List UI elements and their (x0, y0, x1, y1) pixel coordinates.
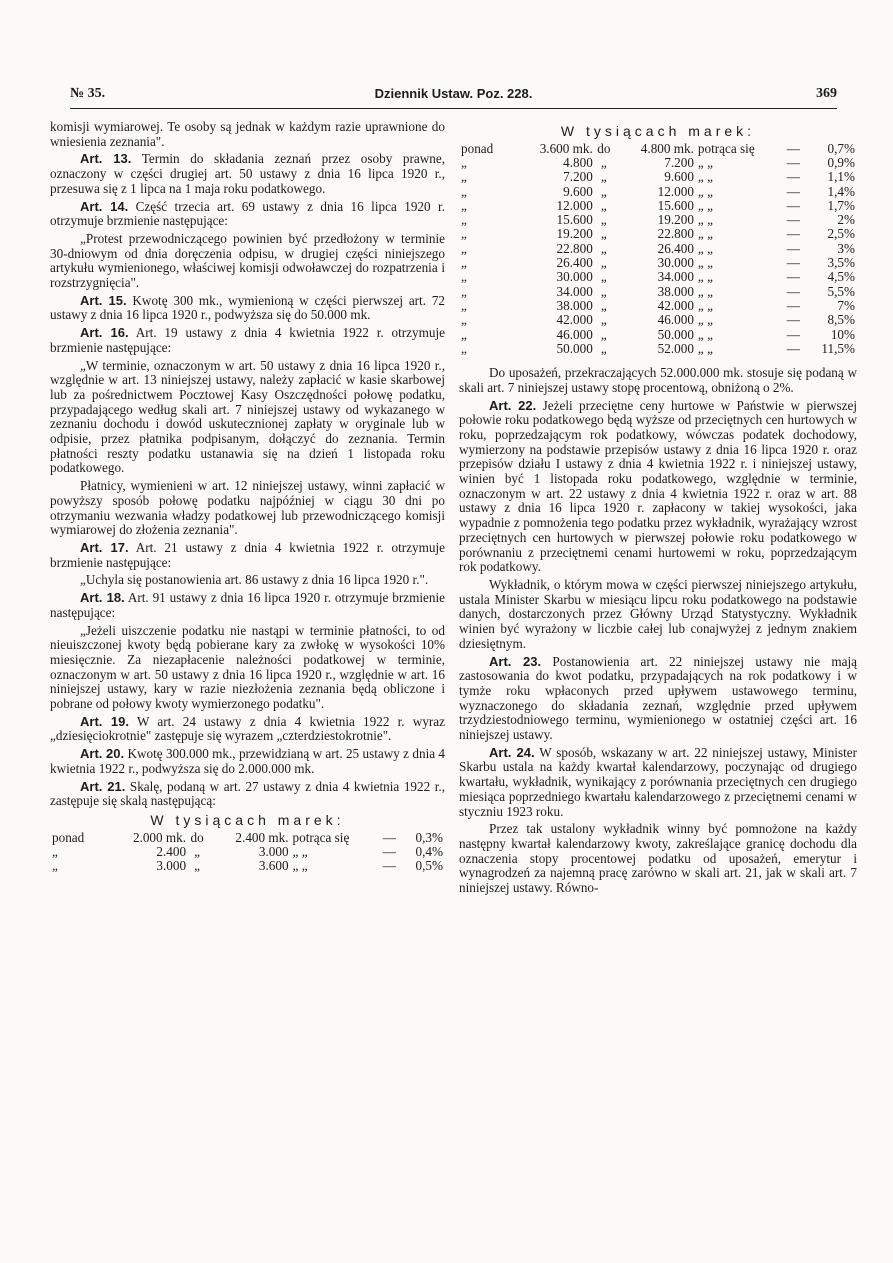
table-cell-a: „ (461, 340, 467, 356)
table-cell-do: „ (600, 212, 607, 228)
table-cell-do: „ (600, 169, 607, 185)
table-cell-from: 42.000 (556, 312, 593, 328)
table-row (459, 285, 857, 299)
table-cell-txt: „ „ (697, 326, 713, 342)
table-cell-dash: — (786, 183, 800, 199)
article-13 (50, 152, 445, 196)
right-column (459, 120, 857, 899)
table-cell-pct: 7% (837, 297, 855, 313)
table-cell-to: 22.800 (657, 226, 694, 242)
article-text: Kwotę 300 mk., wymienioną w części pierwszej art. 72 ustawy z dnia 16 lipca 1920 r., podwyższa się do 50.000 mk. (50, 292, 446, 323)
table-cell-pct: 5,5% (827, 283, 855, 299)
paragraph: Wykładnik, o którym mowa w części pierwszej niniejszego artykułu, ustala Minister Skarbu w miesiącu lipcu roku podatkowego na podstawie danych, dostarczonych przez Główny Urząd Statystyczny. Wykładnik winien być wyrażony w liczbie całej lub conajwyżej z jednym znakiem dziesiętnym. (459, 577, 857, 651)
table-cell-to: 38.000 (657, 283, 694, 299)
article-24 (459, 746, 857, 820)
article-text: Skalę, podaną w art. 27 ustawy z dnia 4 kwietnia 1922 r., zastępuje się skalą następującą: (50, 778, 445, 809)
article-20 (50, 747, 445, 776)
article-label: Art. 19. (80, 713, 129, 729)
table-cell-pct: 0,3% (415, 829, 443, 845)
table-cell-do: „ (600, 297, 607, 313)
table-title: W tysiącach marek: (150, 811, 345, 828)
table-cell-do: „ (600, 240, 607, 256)
table-cell-pct: 0,9% (827, 155, 855, 170)
table-cell-a: „ (461, 183, 467, 199)
table-cell-pct: 10% (830, 326, 855, 342)
table-cell-dash: — (786, 269, 800, 285)
table-cell-to: 34.000 (657, 269, 694, 285)
article-17 (50, 541, 445, 570)
table-row (50, 859, 445, 873)
table-cell-txt: „ „ (697, 340, 713, 356)
article-label: Art. 23. (489, 653, 542, 669)
table-cell-do: „ (600, 326, 607, 342)
table-cell-dash: — (786, 297, 800, 313)
table-row (459, 242, 857, 256)
table-cell-dash: — (382, 843, 396, 859)
table-cell-do: „ (600, 340, 607, 356)
table-cell-from: 15.600 (556, 212, 593, 228)
article-label: Art. 17. (80, 539, 129, 555)
table-row (459, 185, 857, 199)
table-cell-dash: — (786, 226, 800, 242)
table-cell-do: „ (600, 283, 607, 299)
table-cell-pct: 1,7% (827, 197, 855, 213)
table-cell-from: 4.800 (563, 155, 593, 170)
table-cell-txt: „ „ (292, 858, 308, 874)
article-text: W art. 24 ustawy z dnia 4 kwietnia 1922 r. wyraz „dziesięciokrotnie" zastępuje się wyrazem „czterdziestokrotnie". (50, 713, 446, 744)
table-cell-txt: „ „ (697, 197, 713, 213)
table-cell-from: 9.600 (563, 183, 593, 199)
paragraph: „Uchyla się postanowienia art. 86 ustawy z dnia 16 lipca 1920 r.". (80, 572, 429, 588)
table-cell-from: 3.600 mk. (539, 140, 593, 156)
table-cell-pct: 3% (837, 240, 855, 256)
article-label: Art. 22. (489, 397, 537, 413)
table-cell-dash: — (786, 283, 800, 299)
table-row (459, 227, 857, 241)
table-cell-txt: „ „ (697, 297, 713, 313)
table-cell-do: „ (600, 183, 607, 199)
article-text: W sposób, wskazany w art. 22 niniejszej ustawy, Minister Skarbu ustala na każdy kwartał kalendarzowy, poczynając od drugiego kwartału, wykładnik, wynikający z porównania przeciętnych cen drugiego miesiąca poprzedniego kwartału kalendarzowego z przeciętnemi cenami w styczniu 1923 roku. (459, 744, 858, 819)
table-cell-txt: „ „ (697, 226, 713, 242)
table-cell-a: „ (52, 843, 58, 859)
table-cell-a: „ (461, 197, 467, 213)
table-cell-dash: — (382, 858, 396, 874)
article-label: Art. 14. (80, 198, 129, 214)
article-label: Art. 16. (80, 325, 129, 341)
table-cell-a: „ (461, 312, 467, 328)
rate-table-left (50, 831, 445, 874)
article-text: Kwotę 300.000 mk., przewidzianą w art. 25 ustawy z dnia 4 kwietnia 1922 r., podwyższa się do 2.000.000 mk. (50, 746, 446, 776)
table-cell-a: „ (461, 326, 467, 342)
table-cell-txt: „ „ (292, 843, 308, 859)
table-cell-txt: „ „ (697, 240, 713, 256)
table-cell-do: „ (600, 269, 607, 285)
table-cell-do: „ (600, 155, 607, 170)
table-cell-txt: „ „ (697, 255, 713, 271)
table-cell-pct: 0,7% (827, 140, 855, 156)
table-row (459, 170, 857, 184)
table-row (459, 342, 857, 356)
article-text: Postanowienia art. 22 niniejszej ustawy nie mają zastosowania do kwot podatku, przypadających na rok podatkowy i w tymże roku wpłaconych przed upływem ustawowego terminu, wyznaczonego do składania zeznań, względnie przed upływem trzydziestodniowego terminu, wymienionego w ostatniej części art. 16 niniejszej ustawy. (459, 653, 858, 743)
table-row (459, 270, 857, 284)
table-cell-a: „ (461, 255, 467, 271)
table-cell-a: „ (461, 212, 467, 228)
table-cell-from: 12.000 (556, 197, 593, 213)
table-cell-pct: 0,4% (415, 843, 443, 859)
journal-title: Dziennik Ustaw. Poz. 228. (374, 86, 533, 101)
table-cell-to: 7.200 (664, 155, 694, 170)
table-row (459, 299, 857, 313)
table-cell-txt: „ „ (697, 155, 713, 170)
table-cell-do: do (190, 829, 204, 845)
issue-number: № 35. (70, 86, 106, 101)
table-cell-pct: 0,5% (415, 858, 443, 874)
paragraph: komisji wymiarowej. Te osoby są jednak w każdym razie uprawnione do wniesienia zeznania". (50, 119, 445, 149)
table-cell-pct: 8,5% (827, 312, 855, 328)
article-text: Termin do składania zeznań przez osoby prawne, oznaczony w części drugiej art. 50 ustawy z dnia 16 lipca 1920 r., przesuwa się z 1 lipca na 1 maja roku podatkowego. (50, 151, 445, 196)
table-row (459, 256, 857, 270)
table-cell-do: „ (194, 858, 200, 874)
table-cell-dash: — (786, 140, 800, 156)
table-cell-to: 15.600 (657, 197, 694, 213)
table-cell-do: „ (194, 843, 200, 859)
table-cell-dash: — (786, 255, 800, 271)
table-cell-dash: — (786, 212, 800, 228)
table-row (459, 313, 857, 327)
table-cell-to: 3.600 (258, 858, 289, 874)
table-cell-pct: 3,5% (827, 255, 855, 271)
table-cell-dash: — (786, 326, 800, 342)
table-cell-dash: — (786, 312, 800, 328)
table-title: W tysiącach marek: (560, 123, 756, 139)
table-cell-a: „ (52, 858, 58, 874)
table-cell-a: „ (461, 240, 467, 256)
table-cell-pct: 11,5% (821, 340, 855, 356)
table-cell-txt: „ „ (697, 269, 713, 285)
table-cell-a: „ (461, 297, 467, 313)
table-cell-pct: 1,1% (827, 169, 855, 185)
table-cell-to: 12.000 (657, 183, 694, 199)
article-label: Art. 21. (80, 778, 126, 794)
table-row (459, 213, 857, 227)
article-14 (50, 200, 445, 229)
article-16 (50, 326, 445, 355)
table-cell-from: 19.200 (556, 226, 593, 242)
table-cell-txt: „ „ (697, 283, 713, 299)
table-cell-dash: — (382, 829, 396, 845)
table-cell-from: 50.000 (556, 340, 593, 356)
table-cell-pct: 2% (837, 212, 855, 228)
table-cell-do: „ (600, 312, 607, 328)
table-cell-dash: — (786, 169, 800, 185)
table-cell-from: 2.000 mk. (132, 829, 187, 845)
paragraph: Płatnicy, wymienieni w art. 12 niniejszej ustawy, winni zapłacić w powyższy sposób połowę podatku najpóźniej w ciągu 30 dni po otrzymaniu wezwania władzy podatkowej lub przewodniczącego komisji wymiarowej do złożenia zeznania". (50, 478, 445, 538)
article-18 (50, 591, 445, 620)
table-cell-a: ponad (461, 140, 494, 156)
article-label: Art. 13. (80, 151, 132, 167)
article-label: Art. 20. (80, 746, 125, 762)
table-cell-from: 3.000 (156, 858, 187, 874)
page-number: 369 (816, 86, 837, 101)
article-label: Art. 15. (80, 292, 127, 308)
table-cell-txt: potrąca się (697, 140, 755, 156)
article-text: Art. 19 ustawy z dnia 4 kwietnia 1922 r. otrzymuje brzmienie następujące: (50, 325, 445, 355)
table-cell-from: 22.800 (556, 240, 593, 256)
table-cell-do: „ (600, 226, 607, 242)
table-cell-to: 42.000 (657, 297, 694, 313)
table-cell-txt: „ „ (697, 169, 713, 185)
article-label: Art. 24. (489, 744, 535, 760)
table-cell-to: 50.000 (657, 326, 694, 342)
table-row (50, 845, 445, 859)
paragraph: „W terminie, oznaczonym w art. 50 ustawy z dnia 16 lipca 1920 r., względnie w art. 13 niniejszej ustawy, należy zapłacić w kasie skarbowej lub za pośrednictwem Pocztowej Kasy Oszczędności połowę podatku, przypadającego według skali art. 7 niniejszej ustawy od wykazanego w zeznaniu dochodu i dowód uskutecznionej zapłaty w oryginale lub w odpisie, przez płatnika podpisanym, dołączyć do zeznania. Termin płatności reszty podatku ustanawia się na dzień 1 listopada roku podatkowego. (50, 357, 445, 476)
article-21 (50, 780, 445, 809)
table-cell-to: 2.400 mk. (235, 829, 289, 845)
table-cell-dash: — (786, 240, 800, 256)
table-cell-to: 9.600 (664, 169, 694, 185)
table-cell-from: 26.400 (556, 255, 593, 271)
article-text: Art. 91 ustawy z dnia 16 lipca 1920 r. otrzymuje brzmienie następujące: (50, 590, 445, 620)
table-cell-a: „ (461, 269, 467, 285)
table-cell-txt: potrąca się (292, 829, 350, 845)
table-cell-txt: „ „ (697, 312, 713, 328)
table-cell-from: 34.000 (556, 283, 593, 299)
table-cell-pct: 1,4% (827, 183, 855, 199)
article-text: Jeżeli przeciętne ceny hurtowe w Państwie w pierwszej połowie roku podatkowego będą wyższe od przeciętnych cen hurtowych w roku, poprzedzającym rok podatkowy, wówczas podatek dochodowy, wymierzony na podstawie przepisów ustawy z dnia 16 lipca 1920 r. oraz przepisów działu I ustawy z dnia 4 kwietnia 1922 r. i niniejszej ustawy, winien być 1 listopada roku podatkowego, względnie w terminie, oznaczonym w art. 22 ustawy z dnia 4 kwietnia 1922 r. oraz w art. 88 ustawy z dnia 16 lipca 1920 r. zapłacony w takiej wysokości, jaka wypadnie z pomnożenia tego podatku przez wykładnik, wyrażający wzrost przeciętnych cen hurtowych w pierwszej połowie roku podatkowego w porównaniu z przeciętnemi cenami hurtowemi w roku, poprzedzającym rok podatkowy. (459, 397, 858, 575)
table-row (459, 142, 857, 156)
table-cell-from: 46.000 (556, 326, 593, 342)
table-cell-to: 3.000 (258, 843, 289, 859)
table-cell-pct: 2,5% (827, 226, 855, 242)
table-cell-a: „ (461, 226, 467, 242)
paragraph: Do uposażeń, przekraczających 52.000.000 mk. stosuje się podaną w skali art. 7 niniejszej ustawy stopę procentową, obniżoną o 2%. (459, 365, 857, 395)
paragraph: „Protest przewodniczącego powinien być przedłożony w terminie 30-dniowym od dnia doręczenia odpisu, w drugiej części niniejszego artykułu wymienionego, właściwej komisji odwoławczej do rozpatrzenia i rozstrzygnięcia". (50, 230, 445, 291)
table-cell-txt: „ „ (697, 212, 713, 228)
table-cell-to: 4.800 mk. (640, 140, 694, 156)
page-header (70, 86, 837, 109)
table-cell-to: 30.000 (657, 255, 694, 271)
table-cell-from: 2.400 (156, 843, 187, 859)
article-text: Art. 21 ustawy z dnia 4 kwietnia 1922 r. otrzymuje brzmienie następujące: (50, 539, 445, 570)
table-cell-dash: — (786, 155, 800, 170)
table-row (50, 831, 445, 845)
table-cell-to: 46.000 (657, 312, 694, 328)
table-cell-a: „ (461, 155, 467, 170)
article-19 (50, 715, 445, 744)
table-row (459, 156, 857, 170)
table-cell-do: „ (600, 197, 607, 213)
table-row (459, 199, 857, 213)
table-cell-a: ponad (52, 829, 85, 845)
table-cell-from: 7.200 (563, 169, 593, 185)
table-cell-pct: 4,5% (827, 269, 855, 285)
table-cell-txt: „ „ (697, 183, 713, 199)
article-15 (50, 294, 445, 323)
article-22 (459, 399, 857, 575)
table-row (459, 328, 857, 342)
table-cell-to: 26.400 (657, 240, 694, 256)
paragraph: Przez tak ustalony wykładnik winny być pomnożone na każdy następny kwartał kalendarzowy kwoty, zakreślające granicę dochodu dla oznaczenia stopy procentowej podatku od uposażeń, emerytur i wynagrodzeń za najemną pracę zarówno w skali art. 21, jak w skali art. 7 niniejszej ustawy. Równo- (459, 821, 857, 896)
article-label: Art. 18. (80, 590, 125, 606)
table-cell-to: 52.000 (657, 340, 694, 356)
table-cell-to: 19.200 (657, 212, 694, 228)
rate-table-right (459, 142, 857, 356)
left-column (50, 120, 445, 899)
article-text: Część trzecia art. 69 ustawy z dnia 16 lipca 1920 r. otrzymuje brzmienie następujące: (50, 198, 445, 229)
table-cell-do: do (597, 140, 611, 156)
article-23 (459, 655, 857, 743)
table-cell-a: „ (461, 283, 467, 299)
table-cell-dash: — (786, 197, 800, 213)
table-cell-from: 30.000 (556, 269, 593, 285)
table-cell-from: 38.000 (556, 297, 593, 313)
table-cell-dash: — (786, 340, 800, 356)
paragraph: „Jeżeli uiszczenie podatku nie nastąpi w terminie płatności, to od nieuiszczonej kwoty będą pobierane kary za zwłokę w wysokości 10% miesięcznie. Za niezapłacenie należności podatkowej w terminie, oznaczonym w art. 50 ustawy z dnia 16 lipca 1920 r., względnie w art. 16 niniejszej ustawy, kary w razie niezłożenia zeznania będą obliczone i pobrane od połowy kwoty wymierzonego podatku". (50, 622, 445, 712)
table-cell-do: „ (600, 255, 607, 271)
table-cell-a: „ (461, 169, 467, 185)
